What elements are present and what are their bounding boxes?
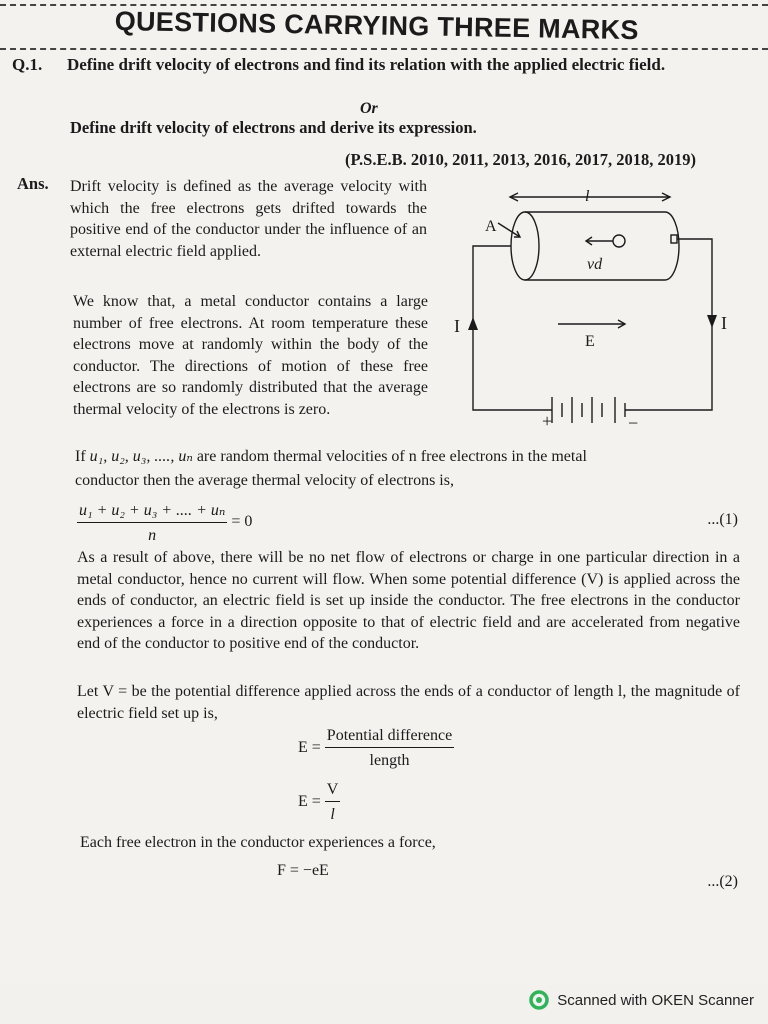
conductor-end-face: [511, 212, 539, 280]
battery-plus: +: [542, 411, 553, 431]
conductor-terminal: [671, 235, 677, 243]
drift-label: vd: [587, 256, 603, 273]
electron: [613, 235, 625, 247]
question: [12, 55, 757, 75]
question-alt-text: Define drift velocity of electrons and derive its expression.: [70, 118, 477, 137]
eqE-lhs: E =: [298, 739, 321, 757]
scanner-footer: [529, 990, 754, 1010]
header-divider: [0, 48, 768, 50]
drift-velocity-circuit-diagram: [440, 175, 750, 440]
question-source: (P.S.E.B. 2010, 2011, 2013, 2016, 2017, 2018, 2019): [345, 150, 696, 169]
page-title: QUESTIONS CARRYING THREE MARKS: [114, 6, 639, 46]
equation-field: [298, 727, 454, 770]
equation-field-2: [298, 781, 340, 824]
wire-left: [473, 246, 552, 410]
answer-para-4: As a result of above, there will be no net flow of electrons or charge in one particular direction in a metal conductor, hence no current will flow. When some potential difference (V) is applied across the ends of conductor, an electric field is set up inside the conductor. The free electrons in the conductor experiences a force in a direction opposite to that of electric field and are accelerated from negative end of the conductor to positive end of the conductor.: [77, 549, 740, 653]
answer-para-6: Each free electron in the conductor experiences a force,: [80, 834, 436, 851]
eqE-numerator: Potential difference: [325, 727, 454, 748]
eq1-rhs: = 0: [231, 513, 253, 531]
eqE-denominator: length: [369, 752, 410, 769]
answer-para-5: Let V = be the potential difference applied across the ends of a conductor of length l, the magnitude of electric field set up is,: [77, 683, 740, 722]
eqE2-lhs: E =: [298, 793, 321, 811]
wire-right: [625, 239, 712, 410]
question-number: Q.1.: [12, 55, 43, 74]
battery-minus: −: [628, 413, 639, 433]
eq1-numerator: u₁ + u₂ + u₃ + .... + uₙ: [77, 500, 227, 523]
scanner-logo-icon: [529, 990, 549, 1010]
or-label: Or: [360, 100, 378, 117]
length-label: l: [585, 188, 590, 205]
answer-para-3-line1: [75, 446, 740, 468]
answer-label: Ans.: [17, 174, 49, 193]
velocity-list: u₁, u₂, u₃, ...., uₙ: [89, 448, 193, 465]
current-arrow-right: [707, 315, 717, 328]
eq1-denominator: n: [148, 527, 157, 544]
equation-1: [77, 500, 252, 545]
end-pointer: [498, 223, 520, 237]
scanner-text: Scanned with OKEN Scanner: [557, 991, 754, 1009]
answer-para-1: Drift velocity is defined as the average velocity with which the free electrons gets drifted towards the positive end of the conductor under the influence of an external electric field applied.: [70, 178, 427, 260]
answer-para-2: We know that, a metal conductor contains a large number of free electrons. At room temperature these electrons move at randomly within the body of the conductor. The directions of motion of these free electrons are so randomly distributed that the average thermal velocity of the electrons is zero.: [73, 293, 428, 418]
end-label: A: [485, 218, 497, 235]
current-right-label: I: [721, 313, 727, 333]
eqE2-numerator: V: [325, 781, 341, 802]
field-label: E: [585, 333, 595, 350]
para3-pre: If: [75, 448, 86, 465]
current-left-label: I: [454, 316, 460, 336]
equation-force: F = −eE: [277, 862, 329, 879]
para3-post: are random thermal velocities of n free electrons in the metal: [196, 448, 587, 465]
equation-2-number: ...(2): [707, 873, 738, 890]
answer-para-3-line2: conductor then the average thermal velocity of electrons is,: [75, 472, 454, 489]
question-text: Define drift velocity of electrons and find its relation with the applied electric field.: [67, 55, 666, 74]
equation-1-number: ...(1): [707, 511, 738, 528]
eqE2-denominator: l: [330, 806, 335, 823]
current-arrow-left: [468, 317, 478, 330]
